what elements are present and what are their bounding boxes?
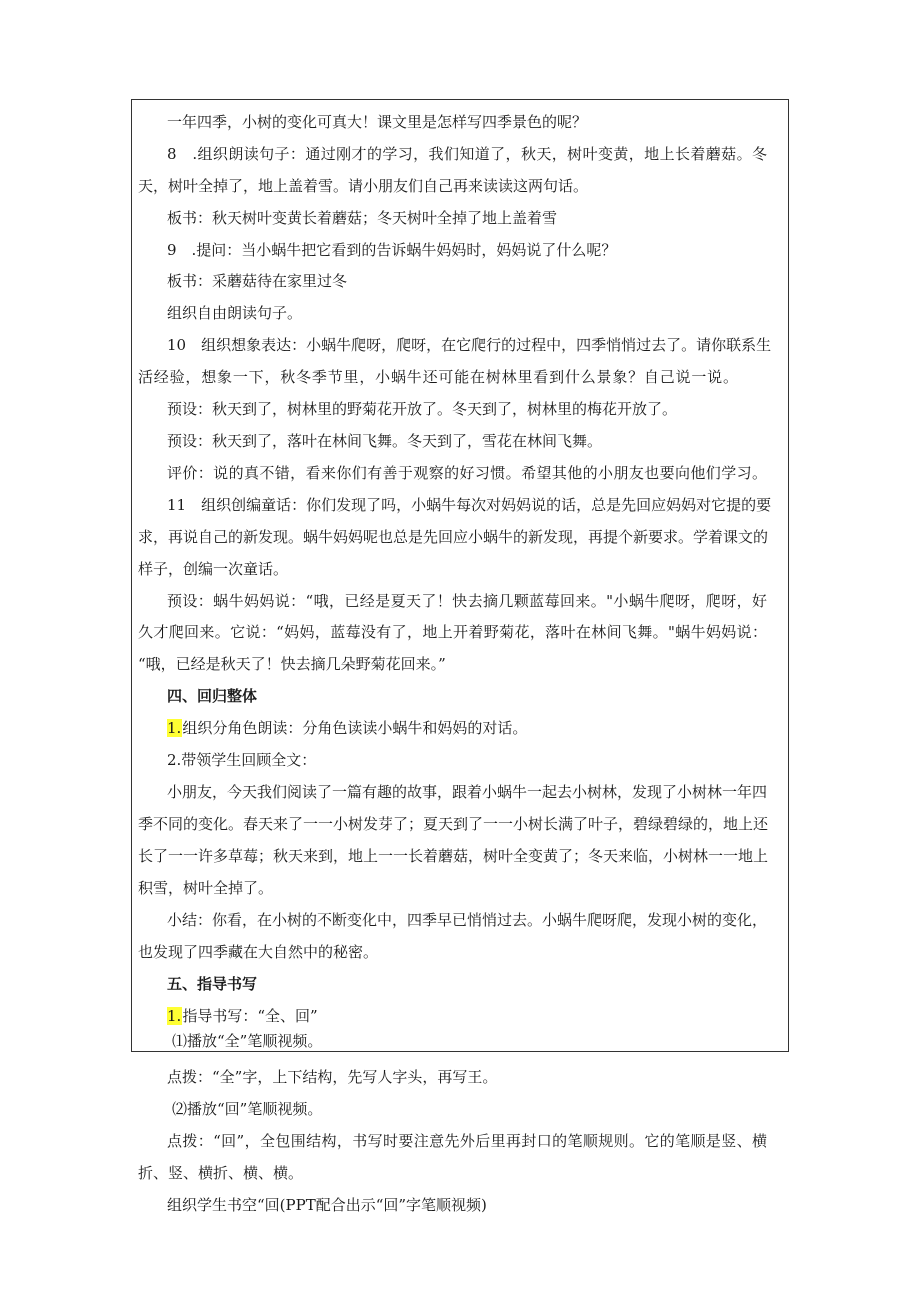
text-line: 8 .组织朗读句子：通过刚才的学习，我们知道了，秋天，树叶变黄，地上长着蘑菇。冬 xyxy=(167,145,767,163)
list-marker-highlight: 1. xyxy=(167,719,182,737)
text-line: 2.带领学生回顾全文： xyxy=(167,751,317,769)
text-line: 预设：蜗牛妈妈说：“哦，已经是夏天了！快去摘几颗蓝莓回来。"小蜗牛爬呀，爬呀，好 xyxy=(167,592,767,610)
text-line: 组织学生书空“回(PPT配合出示“回”字笔顺视频) xyxy=(167,1196,487,1214)
list-item xyxy=(167,718,527,738)
text-line: 长了一一许多草莓；秋天来到，地上一一长着蘑菇，树叶全变黄了；冬天来临，小树林一一地上 xyxy=(138,847,769,865)
text-line: 预设：秋天到了，落叶在林间飞舞。冬天到了，雪花在林间飞舞。 xyxy=(167,432,603,450)
text-line: 9 .提问：当小蜗牛把它看到的告诉蜗牛妈妈时，妈妈说了什么呢？ xyxy=(167,241,617,259)
text-line: 小朋友，今天我们阅读了一篇有趣的故事，跟着小蜗牛一起去小树林，发现了小树林一年四 xyxy=(167,783,768,801)
text-line: 积雪，树叶全掉了。 xyxy=(138,879,274,897)
text-line: ⑵播放“回”笔顺视频。 xyxy=(172,1100,323,1118)
text-line: 点拨：“全”字，上下结构，先写人字头，再写王。 xyxy=(167,1068,498,1086)
text-line: 活经验，想象一下，秋冬季节里，小蜗牛还可能在树林里看到什么景象？自己说一说。 xyxy=(138,368,738,386)
text-line: 久才爬回来。它说：“妈妈，蓝莓没有了，地上开着野菊花，落叶在林间飞舞。"蜗牛妈妈说： xyxy=(138,623,767,641)
text-line: 折、竖、横折、横、横。 xyxy=(138,1164,304,1182)
text-line: 评价：说的真不错，看来你们有善于观察的好习惯。希望其他的小朋友也要向他们学习。 xyxy=(167,464,767,482)
text-line: 天，树叶全掉了，地上盖着雪。请小朋友们自己再来读读这两句话。 xyxy=(138,177,589,195)
text-line: 11 组织创编童话：你们发现了吗，小蜗牛每次对妈妈说的话，总是先回应妈妈对它提的要 xyxy=(167,496,772,514)
text-line: 求，再说自己的新发现。蜗牛妈妈呢也总是先回应小蜗牛的新发现，再提个新要求。学着课文的 xyxy=(138,528,769,546)
text-line: 样子，创编一次童话。 xyxy=(138,560,289,578)
text-line: 组织自由朗读句子。 xyxy=(167,304,303,322)
text-line: 季不同的变化。春天来了一一小树发芽了；夏天到了一一小树长满了叶子，碧绿碧绿的，地上还 xyxy=(138,815,769,833)
list-item xyxy=(167,1006,318,1026)
text-line: “哦，已经是秋天了！快去摘几朵野菊花回来。” xyxy=(138,655,446,673)
text-line: ⑴播放“全”笔顺视频。 xyxy=(172,1032,323,1050)
text-line: 预设：秋天到了，树林里的野菊花开放了。冬天到了，树林里的梅花开放了。 xyxy=(167,400,678,418)
text-line: 指导书写：“全、回” xyxy=(182,1007,318,1025)
list-marker-highlight: 1. xyxy=(167,1007,182,1025)
text-line: 组织分角色朗读：分角色读读小蜗牛和妈妈的对话。 xyxy=(182,719,528,737)
text-line: 10 组织想象表达：小蜗牛爬呀，爬呀，在它爬行的过程中，四季悄悄过去了。请你联系生 xyxy=(167,336,772,354)
section-heading: 五、指导书写 xyxy=(167,975,258,993)
text-line: 点拨：“回”，全包围结构，书写时要注意先外后里再封口的笔顺规则。它的笔顺是竖、横 xyxy=(167,1132,767,1150)
text-line: 板书：采蘑菇待在家里过冬 xyxy=(167,272,348,290)
text-line: 板书：秋天树叶变黄长着蘑菇；冬天树叶全掉了地上盖着雪 xyxy=(167,209,558,227)
section-heading: 四、回归整体 xyxy=(167,687,258,705)
text-line: 小结：你看，在小树的不断变化中，四季早已悄悄过去。小蜗牛爬呀爬，发现小树的变化， xyxy=(167,911,768,929)
text-line: 也发现了四季藏在大自然中的秘密。 xyxy=(138,943,379,961)
text-line: 一年四季，小树的变化可真大！课文里是怎样写四季景色的呢？ xyxy=(167,113,588,131)
